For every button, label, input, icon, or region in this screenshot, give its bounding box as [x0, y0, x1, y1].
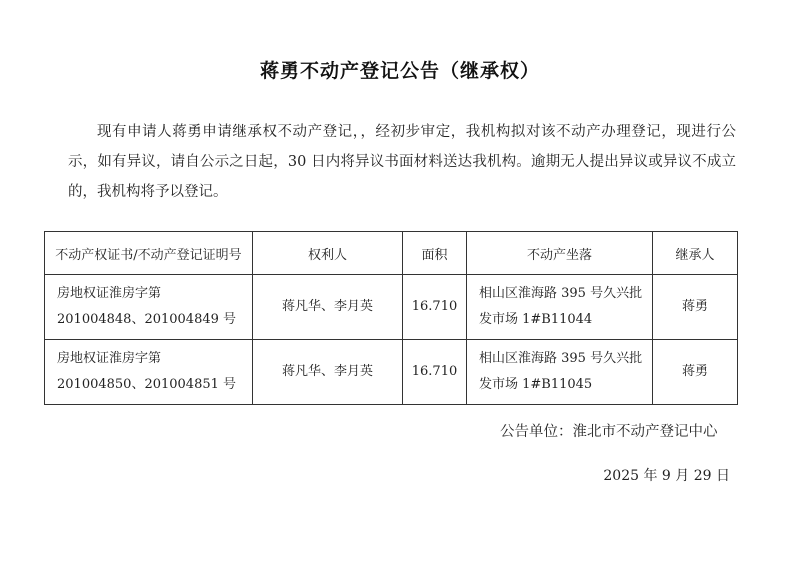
header-cert-no: 不动产权证书/不动产登记证明号: [45, 232, 253, 275]
cell-heir: 蒋勇: [653, 340, 738, 405]
cell-area: 16.710: [403, 275, 467, 340]
header-area: 面积: [403, 232, 467, 275]
issuing-unit: 公告单位：淮北市不动产登记中心: [500, 424, 718, 440]
cell-owner: 蒋凡华、李月英: [253, 340, 403, 405]
header-location: 不动产坐落: [467, 232, 653, 275]
table-row: [45, 275, 738, 340]
cell-location: 相山区淮海路 395 号久兴批发市场 1#B11044: [467, 275, 653, 340]
cell-area: 16.710: [403, 340, 467, 405]
cell-cert-no: 房地权证淮房字第 201004848、201004849 号: [45, 275, 253, 340]
cell-cert-no: 房地权证淮房字第 201004850、201004851 号: [45, 340, 253, 405]
cell-location: 相山区淮海路 395 号久兴批发市场 1#B11045: [467, 340, 653, 405]
property-table: [44, 231, 738, 405]
header-heir: 继承人: [653, 232, 738, 275]
cell-owner: 蒋凡华、李月英: [253, 275, 403, 340]
notice-body-text: 现有申请人蒋勇申请继承权不动产登记，，经初步审定，我机构拟对该不动产办理登记，现进行公示，如有异议，请自公示之日起，30 日内将异议书面材料送达我机构。逾期无人提出异议或异议不成立的，我机构将予以登记。: [68, 124, 736, 200]
table-row: [45, 340, 738, 405]
notice-title: 蒋勇不动产登记公告（继承权）: [259, 60, 540, 82]
header-owner: 权利人: [253, 232, 403, 275]
table-header-row: [45, 232, 738, 275]
cell-heir: 蒋勇: [653, 275, 738, 340]
issue-date: 2025 年 9 月 29 日: [603, 468, 730, 484]
